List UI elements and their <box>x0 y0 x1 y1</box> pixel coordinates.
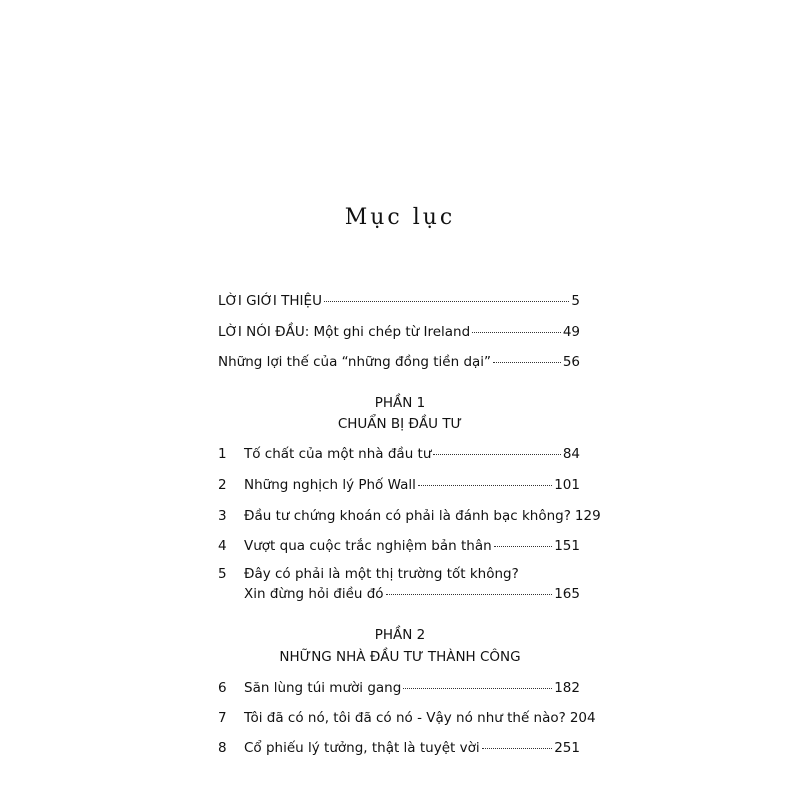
entry-page: 151 <box>554 538 580 554</box>
chapter-number: 4 <box>218 538 227 554</box>
dot-leader <box>472 332 561 333</box>
entry-title: Đây có phải là một thị trường tốt không? <box>244 566 519 582</box>
toc-entry-chapter-2 <box>218 476 580 494</box>
chapter-number: 5 <box>218 566 227 582</box>
entry-title: Cổ phiếu lý tưởng, thật là tuyệt vời <box>244 740 480 756</box>
entry-title: Vượt qua cuộc trắc nghiệm bản thân <box>244 538 492 554</box>
chapter-number: 7 <box>218 710 227 726</box>
toc-entry-front-2 <box>218 323 580 341</box>
part-2-title: NHỮNG NHÀ ĐẦU TƯ THÀNH CÔNG <box>279 649 521 665</box>
dot-leader <box>324 301 569 302</box>
toc-entry-chapter-3 <box>218 507 601 525</box>
part-1-label: PHẦN 1 <box>374 395 426 411</box>
dot-leader <box>494 546 553 547</box>
toc-entry-chapter-7 <box>218 709 596 727</box>
part-1-title: CHUẨN BỊ ĐẦU TƯ <box>337 416 463 432</box>
entry-title: LỜI GIỚI THIỆU <box>218 293 322 309</box>
toc-entry-chapter-4 <box>218 537 580 555</box>
entry-page: 251 <box>554 740 580 756</box>
toc-entry-front-1 <box>218 292 580 310</box>
dot-leader <box>403 688 552 689</box>
dot-leader <box>386 594 553 595</box>
toc-entry-chapter-1 <box>218 445 580 463</box>
entry-title: Đầu tư chứng khoán có phải là đánh bạc không? <box>244 508 571 524</box>
dot-leader <box>418 485 552 486</box>
entry-page: 204 <box>569 710 596 726</box>
entry-page: 101 <box>554 477 580 493</box>
dot-leader <box>482 748 553 749</box>
entry-title: Tôi đã có nó, tôi đã có nó - Vậy nó như thế nào? <box>244 710 566 726</box>
toc-entry-front-3 <box>218 353 580 371</box>
entry-title: Những lợi thế của “những đồng tiền dại” <box>218 354 492 370</box>
entry-page: 5 <box>571 293 580 309</box>
chapter-number: 6 <box>218 680 227 696</box>
toc-entry-chapter-5 <box>218 565 580 583</box>
entry-page: 84 <box>562 446 580 462</box>
toc-entry-chapter-5-cont <box>244 585 580 603</box>
entry-title: Săn lùng túi mười gang <box>244 680 402 696</box>
entry-title-continued: Xin đừng hỏi điều đó <box>244 586 384 602</box>
part-2-label: PHẦN 2 <box>374 627 426 643</box>
entry-title: Tố chất của một nhà đầu tư <box>244 446 432 462</box>
entry-title: Những nghịch lý Phố Wall <box>244 477 416 493</box>
entry-title: LỜI NÓI ĐẦU: Một ghi chép từ Ireland <box>218 324 471 340</box>
entry-page: 56 <box>562 354 580 370</box>
dot-leader <box>493 362 561 363</box>
toc-entry-chapter-8 <box>218 739 580 757</box>
chapter-number: 1 <box>218 446 227 462</box>
entry-page: 49 <box>562 324 580 340</box>
toc-entry-chapter-6 <box>218 679 580 697</box>
entry-page: 182 <box>554 680 580 696</box>
chapter-number: 2 <box>218 477 227 493</box>
toc-heading: Mục lục <box>344 205 456 230</box>
dot-leader <box>433 454 560 455</box>
chapter-number: 8 <box>218 740 227 756</box>
chapter-number: 3 <box>218 508 227 524</box>
entry-page: 165 <box>554 586 580 602</box>
entry-page: 129 <box>574 508 601 524</box>
